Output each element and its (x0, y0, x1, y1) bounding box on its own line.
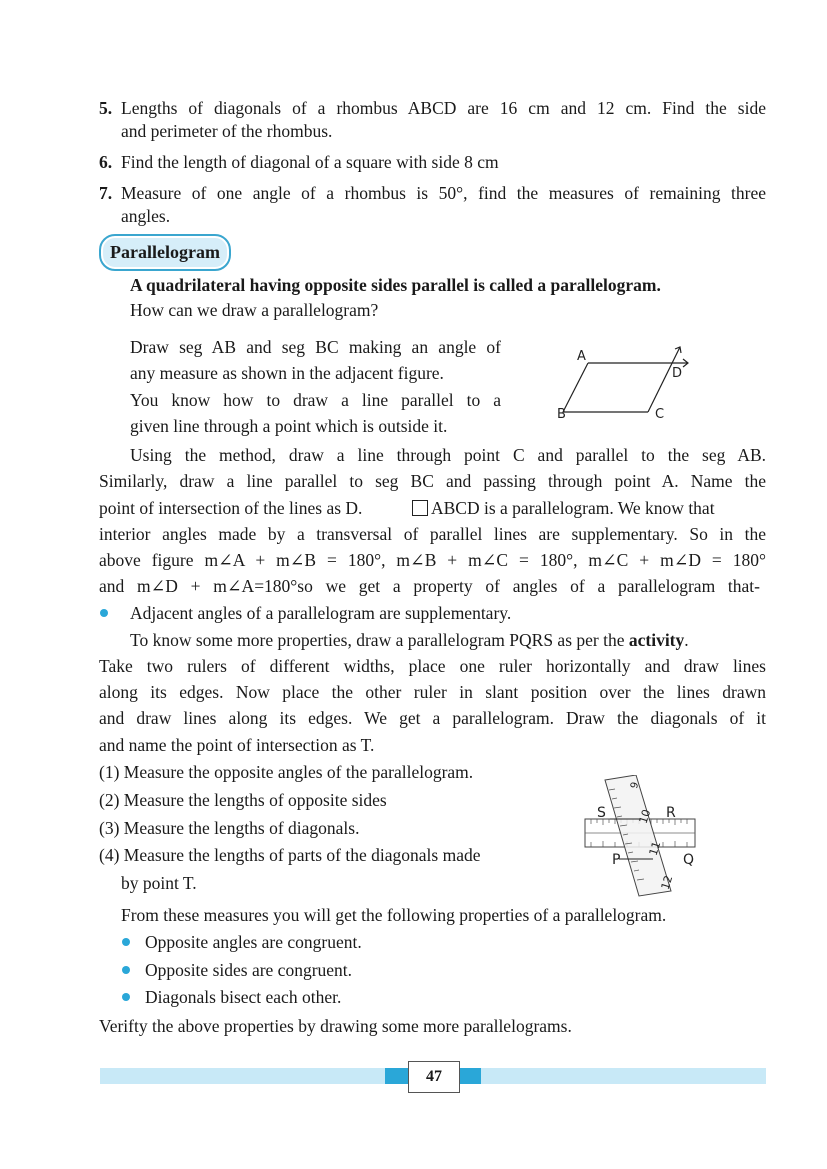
property-1: Opposite angles are congruent. (145, 932, 362, 952)
q5-number: 5. (99, 98, 113, 118)
measure-item-2: (2) Measure the lengths of opposite sides (99, 790, 387, 810)
method-line-3a: point of intersection of the lines as D. (99, 498, 363, 518)
bullet-icon (122, 993, 130, 1001)
label-a: A (577, 349, 586, 364)
bullet-icon (122, 938, 130, 946)
q6-number: 6. (99, 152, 113, 172)
question: How can we draw a parallelogram? (130, 300, 379, 320)
method-line-6: and m∠D + m∠A=180°so we get a property of angles of a parallelogram that- (99, 576, 760, 596)
definition: A quadrilateral having opposite sides parallel is called a parallelogram. (130, 275, 661, 295)
method-line-4: interior angles made by a transversal of parallel lines are supplementary. So in the (99, 524, 766, 544)
footer-accent-left (385, 1068, 409, 1084)
ruler-tick-9: 9 (628, 780, 642, 791)
label-r: R (666, 805, 676, 821)
label-d: D (672, 366, 683, 381)
label-c: C (655, 407, 665, 422)
method-line-2: Similarly, draw a line parallel to seg BC and passing through point A. Name the (99, 471, 766, 491)
method-line-3b: ABCD is a parallelogram. We know that (412, 496, 715, 520)
label-s: S (597, 805, 606, 821)
q7-line1: Measure of one angle of a rhombus is 50°, find the measures of remaining three (121, 183, 766, 203)
rulers-figure (583, 775, 698, 897)
method-line-5: above figure m∠A + m∠B = 180°, m∠B + m∠C = 180°, m∠C + m∠D = 180° (99, 550, 766, 570)
q5-line1: Lengths of diagonals of a rhombus ABCD are 16 cm and 12 cm. Find the side (121, 98, 766, 118)
property-2: Opposite sides are congruent. (145, 960, 353, 980)
label-q: Q (683, 852, 695, 868)
method-line-1: Using the method, draw a line through point C and parallel to the seg AB. (130, 445, 766, 465)
label-p: P (612, 852, 621, 868)
q6-text: Find the length of diagonal of a square with side 8 cm (121, 152, 499, 172)
draw-line-3: You know how to draw a line parallel to a (130, 390, 501, 410)
measure-item-4-cont: by point T. (121, 873, 197, 893)
measure-item-4: (4) Measure the lengths of parts of the diagonals made (99, 845, 481, 865)
ruler-tick-12: 12 (658, 873, 676, 892)
parallelogram-figure (550, 340, 710, 430)
bullet-icon (122, 966, 130, 974)
footer-accent-right (457, 1068, 481, 1084)
draw-line-1: Draw seg AB and seg BC making an angle of (130, 337, 501, 357)
label-b: B (557, 407, 566, 422)
properties-intro: From these measures you will get the following properties of a parallelogram. (121, 905, 667, 925)
activity-line-1: To know some more properties, draw a parallelogram PQRS as per the activity. (130, 630, 689, 650)
q5-line2: and perimeter of the rhombus. (121, 121, 333, 141)
ruler-tick-10: 10 (636, 807, 654, 826)
q7-number: 7. (99, 183, 113, 203)
measure-item-3: (3) Measure the lengths of diagonals. (99, 818, 360, 838)
q7-line2: angles. (121, 206, 171, 226)
bullet-icon (100, 609, 108, 617)
measure-item-1: (1) Measure the opposite angles of the parallelogram. (99, 762, 474, 782)
page-number: 47 (408, 1061, 460, 1093)
verify-line: Verifty the above properties by drawing some more parallelograms. (99, 1016, 572, 1036)
square-symbol (412, 500, 428, 516)
draw-line-4: given line through a point which is outside it. (130, 416, 448, 436)
section-heading: Parallelogram (99, 234, 231, 271)
ruler-tick-11: 11 (646, 839, 664, 858)
activity-line-3: along its edges. Now place the other ruler in slant position over the lines drawn (99, 682, 766, 702)
draw-line-2: any measure as shown in the adjacent figure. (130, 363, 444, 383)
activity-line-2: Take two rulers of different widths, place one ruler horizontally and draw lines (99, 656, 766, 676)
activity-line-4: and draw lines along its edges. We get a parallelogram. Draw the diagonals of it (99, 708, 766, 728)
bullet-adjacent: Adjacent angles of a parallelogram are supplementary. (130, 603, 512, 623)
activity-line-5: and name the point of intersection as T. (99, 735, 375, 755)
property-3: Diagonals bisect each other. (145, 987, 342, 1007)
